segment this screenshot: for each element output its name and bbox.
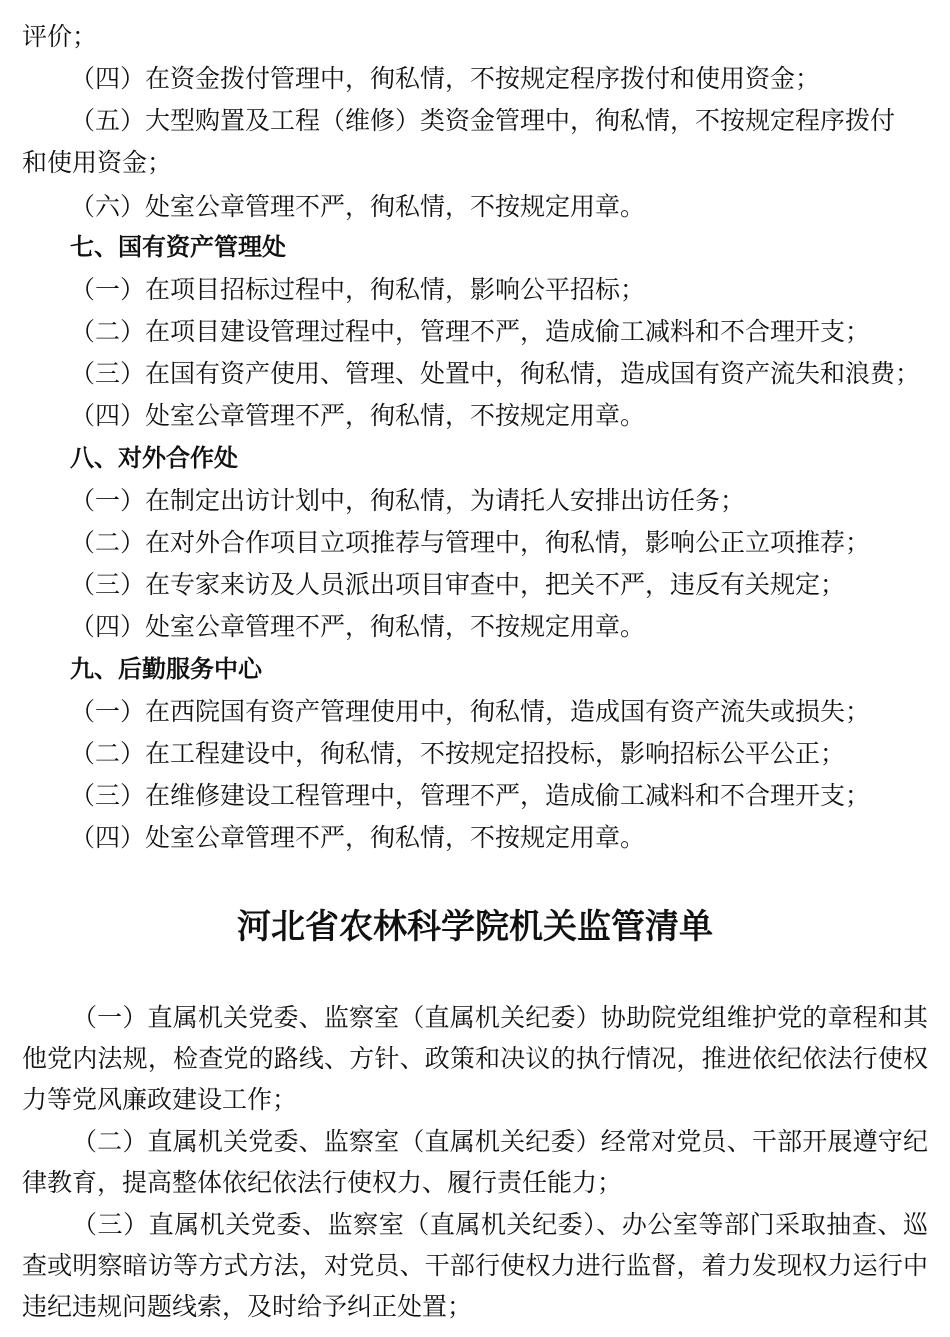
list-item: （三）在国有资产使用、管理、处置中，徇私情，造成国有资产流失和浪费； [70,359,921,388]
paragraph: （二）直属机关党委、监察室（直属机关纪委）经常对党员、干部开展遵守纪律教育，提高整体依纪依法行使权力、履行责任能力； [22,1127,928,1197]
text-line: （六）处室公章管理不严，徇私情，不按规定用章。 [70,192,646,221]
list-item: （三）在维修建设工程管理中，管理不严，造成偷工减料和不合理开支； [70,781,871,810]
list-item: （一）在西院国有资产管理使用中，徇私情，造成国有资产流失或损失； [70,697,871,726]
paragraph: （三）直属机关党委、监察室（直属机关纪委）、办公室等部门采取抽查、巡查或明察暗访等方式方法，对党员、干部行使权力进行监督，着力发现权力运行中违纪违规问题线索，及时给予纠正处置； [22,1210,928,1321]
section-heading: 八、对外合作处 [70,444,238,472]
text-line: （四）在资金拨付管理中，徇私情，不按规定程序拨付和使用资金； [70,64,821,93]
list-item: （二）在工程建设中，徇私情，不按规定招投标，影响招标公平公正； [70,739,846,768]
text-line: 评价； [22,22,98,51]
list-item: （三）在专家来访及人员派出项目审查中，把关不严，违反有关规定； [70,570,846,599]
section-heading: 九、后勤服务中心 [70,655,262,683]
document-title: 河北省农林科学院机关监管清单 [237,907,713,947]
list-item: （四）处室公章管理不严，徇私情，不按规定用章。 [70,401,646,430]
list-item: （一）在制定出访计划中，徇私情，为请托人安排出访任务； [70,486,746,515]
list-item: （四）处室公章管理不严，徇私情，不按规定用章。 [70,612,646,641]
text-line: （五）大型购置及工程（维修）类资金管理中，徇私情，不按规定程序拨付 [70,106,896,135]
list-item: （二）在项目建设管理过程中，管理不严，造成偷工减料和不合理开支； [70,317,871,346]
text-line: 和使用资金； [22,148,173,177]
list-item: （二）在对外合作项目立项推荐与管理中，徇私情，影响公正立项推荐； [70,528,871,557]
list-item: （四）处室公章管理不严，徇私情，不按规定用章。 [70,823,646,852]
section-heading: 七、国有资产管理处 [70,233,286,261]
list-item: （一）在项目招标过程中，徇私情，影响公平招标； [70,275,646,304]
paragraph: （一）直属机关党委、监察室（直属机关纪委）协助院党组维护党的章程和其他党内法规，检查党的路线、方针、政策和决议的执行情况，推进依纪依法行使权力等党风廉政建设工作； [22,1003,928,1114]
